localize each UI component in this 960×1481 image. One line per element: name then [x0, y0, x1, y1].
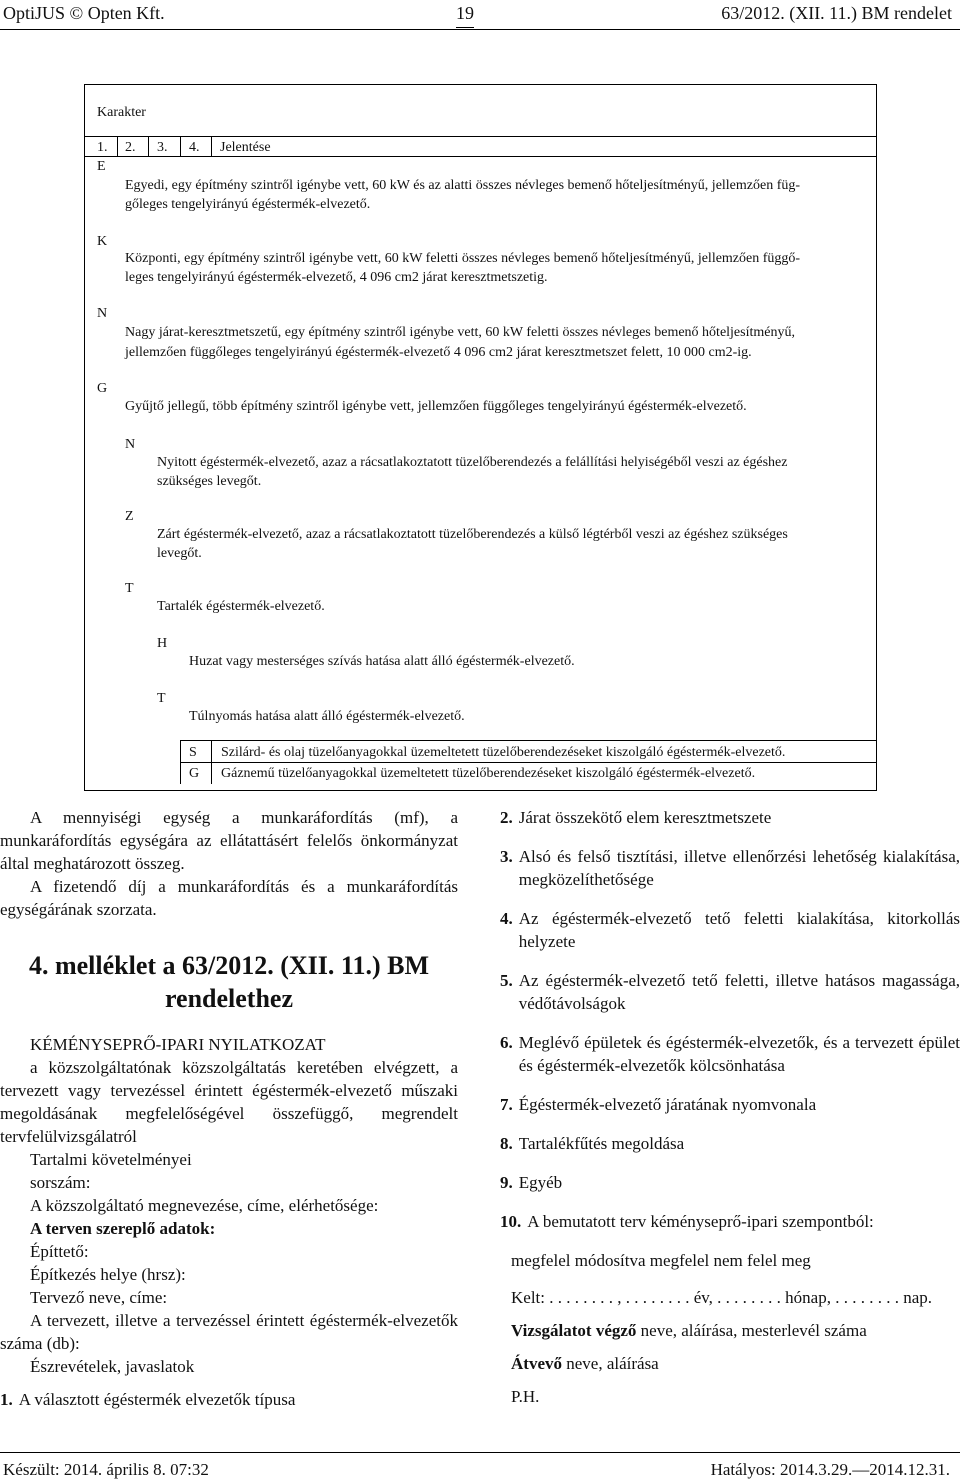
sub-divider — [180, 740, 876, 741]
site-field: Építkezés helye (hrsz): — [30, 1265, 186, 1284]
header-regulation: 63/2012. (XII. 11.) BM rendelet — [721, 3, 952, 23]
col-header-4: 4. — [189, 140, 200, 155]
row-code: N — [97, 306, 108, 321]
form-subtitle: a közszolgáltatónak közszolgáltatás keretében elvégzett, a tervezett vagy tervezéssel érintett égéstermék-elvezető műszaki megoldásának megfelelőségével összefüggő, megrendelt tervfelülvizsgálatról — [0, 1058, 458, 1146]
sub-divider — [180, 762, 876, 763]
page-number: 19 — [456, 3, 474, 23]
form-title: KÉMÉNYSEPRŐ-IPARI NYILATKOZAT — [30, 1035, 326, 1054]
row-text: Zárt égéstermék-elvezető, azaz a rácsatlakoztatott tüzelőberendezés a külső légtérből veszi az égéshez szükséges — [157, 527, 788, 542]
item-number: 6. — [500, 1033, 513, 1052]
row-code: G — [97, 381, 108, 396]
paragraph-fee: A fizetendő díj a munkaráfordítás és a munkaráfordítás egységárának szorzata. — [0, 877, 458, 919]
row-code: K — [97, 234, 108, 249]
page-header — [0, 0, 960, 30]
row-text: Központi, egy építmény szintről igénybe vett, 60 kW feletti összes névleges bemenő hőteljesítményű, jellemzően függő- — [125, 251, 801, 266]
list-item — [500, 1132, 960, 1155]
col-sep — [117, 137, 118, 156]
row-code: G — [189, 766, 200, 781]
item-text: Meglévő épületek és égéstermék-elvezetők, és a tervezett épület és égéstermék-elvezetők kölcsönhatása — [518, 1033, 960, 1075]
inspector-rest: neve, aláírása, mesterlevél száma — [636, 1321, 867, 1340]
table-header-rule — [85, 156, 876, 157]
receiver-line — [500, 1352, 960, 1375]
list-item — [500, 1093, 960, 1116]
item-text: Az égéstermék-elvezető tető feletti kialakítása, kitorkollás helyzete — [518, 909, 960, 951]
row-code: N — [125, 437, 136, 452]
list-item — [0, 1388, 458, 1411]
serial-field: sorszám: — [30, 1173, 91, 1192]
footer-rule — [0, 1452, 960, 1453]
row-text-cont: jellemzően függőleges tengelyirányú égéstermék-elvezető 4 096 cm2 járat keresztmetszet felett, 10 000 cm2-ig. — [125, 345, 752, 360]
header-rule — [0, 29, 960, 30]
item-text: Az égéstermék-elvezető tető feletti, illetve hatásos magassága, védőtávolságok — [518, 971, 960, 1013]
col-sep — [180, 137, 181, 156]
inspector-line — [500, 1319, 960, 1342]
item-text: Tartalékfűtés megoldása — [518, 1134, 685, 1153]
item-number: 2. — [500, 808, 513, 827]
row-text: Szilárd- és olaj tüzelőanyagokkal üzemeltetett tüzelőberendezéseket kiszolgáló égéstermék-elvezető. — [221, 745, 786, 760]
col-sep — [211, 740, 212, 784]
designer-field: Tervező neve, címe: — [30, 1288, 168, 1307]
receiver-label: Átvevő — [511, 1354, 562, 1373]
row-text-cont: szükséges levegőt. — [157, 474, 262, 489]
footer-created: Készült: 2014. április 8. 07:32 — [3, 1460, 209, 1479]
col-sep — [211, 137, 212, 156]
receiver-rest: neve, aláírása — [561, 1354, 659, 1373]
item-number: 10. — [500, 1212, 522, 1231]
item-text: A választott égéstermék elvezetők típusa — [18, 1390, 296, 1409]
col-header-2: 2. — [125, 140, 136, 155]
provider-field: A közszolgáltató megnevezése, címe, elérhetősége: — [30, 1196, 379, 1215]
item-number: 3. — [500, 847, 513, 866]
table-divider — [85, 136, 876, 137]
item-number: 5. — [500, 971, 513, 990]
row-text: Gáznemű tüzelőanyagokkal üzemeltetett tüzelőberendezéseket kiszolgáló égéstermék-elvezető. — [221, 766, 756, 781]
notes-field: Észrevételek, javaslatok — [30, 1357, 195, 1376]
row-text: Tartalék égéstermék-elvezető. — [157, 599, 325, 614]
row-text: Nyitott égéstermék-elvezető, azaz a rácsatlakoztatott tüzelőberendezés a felállítási helyiségéből veszi az égéshez — [157, 455, 788, 470]
row-code: T — [125, 581, 134, 596]
paragraph-unit: A mennyiségi egység a munkaráfordítás (mf), a munkaráfordítás egységára az ellátattásért felelős önkormányzat által meghatározott összeg. — [0, 808, 458, 873]
col-header-meaning: Jelentése — [220, 140, 271, 155]
list-item — [500, 907, 960, 953]
requirements-label: Tartalmi követelményei — [30, 1150, 192, 1169]
item-text: Égéstermék-elvezető járatának nyomvonala — [518, 1095, 817, 1114]
annex-heading: 4. melléklet a 63/2012. (XII. 11.) BM rendelethez — [28, 951, 430, 1013]
item-number: 8. — [500, 1134, 513, 1153]
date-line: Kelt: . . . . . . . . , . . . . . . . . év, . . . . . . . . hónap, . . . . . . . . nap. — [511, 1288, 933, 1307]
row-code: Z — [125, 509, 134, 524]
header-publisher: OptiJUS © Opten Kft. — [3, 3, 165, 23]
row-text: Huzat vagy mesterséges szívás hatása alatt álló égéstermék-elvezető. — [189, 654, 575, 669]
item-number: 1. — [0, 1390, 13, 1409]
col-header-3: 3. — [157, 140, 168, 155]
row-text: Egyedi, egy építmény szintről igénybe vett, 60 kW és az alatti összes névleges bemenő hőteljesítményű, jellemzően füg- — [125, 178, 801, 193]
plan-data-heading: A terven szereplő adatok: — [30, 1219, 216, 1238]
item-number: 9. — [500, 1173, 513, 1192]
list-item — [500, 845, 960, 891]
character-table — [84, 84, 877, 791]
left-column — [0, 806, 458, 1411]
stamp-placeholder: P.H. — [511, 1387, 540, 1406]
row-code: T — [157, 691, 166, 706]
col-header-1: 1. — [97, 140, 108, 155]
item-text: Járat összekötő elem keresztmetszete — [518, 808, 772, 827]
row-code: E — [97, 159, 106, 174]
right-column — [500, 806, 960, 1408]
builder-field: Építtető: — [30, 1242, 89, 1261]
list-item — [500, 1210, 960, 1233]
list-item — [500, 1031, 960, 1077]
row-text: Gyűjtő jellegű, több építmény szintről igénybe vett, jellemzően függőleges tengelyirányú égéstermék-elvezető. — [125, 399, 747, 414]
inspector-label: Vizsgálatot végző — [511, 1321, 637, 1340]
list-item — [500, 1171, 960, 1194]
row-code: H — [157, 636, 168, 651]
table-title: Karakter — [97, 105, 146, 120]
item-number: 7. — [500, 1095, 513, 1114]
item-text: Egyéb — [518, 1173, 563, 1192]
row-text-cont: gőleges tengelyirányú égéstermék-elvezető. — [125, 197, 371, 212]
item-text: Alsó és felső tisztítási, illetve ellenőrzési lehetőség kialakítása, megközelíthetősége — [518, 847, 960, 889]
col-sep — [180, 740, 181, 784]
row-text-cont: leges tengelyirányú égéstermék-elvezető, 4 096 cm2 járat keresztmetszetig. — [125, 270, 548, 285]
footer-effective: Hatályos: 2014.3.29.—2014.12.31. — [710, 1460, 950, 1479]
item-text: A bemutatott terv kéményseprő-ipari szempontból: — [527, 1212, 874, 1231]
count-field: A tervezett, illetve a tervezéssel érintett égéstermék-elvezetők száma (db): — [0, 1311, 458, 1353]
row-text: Túlnyomás hatása alatt álló égéstermék-elvezető. — [189, 709, 465, 724]
row-text: Nagy járat-keresztmetszetű, egy építmény szintről igénybe vett, 60 kW feletti összes névleges bemenő hőteljesítményű, — [125, 325, 795, 340]
list-item — [500, 806, 960, 829]
col-sep — [148, 137, 149, 156]
assessment-options: megfelel módosítva megfelel nem felel meg — [511, 1251, 811, 1270]
row-text-cont: levegőt. — [157, 546, 202, 561]
row-code: S — [189, 745, 197, 760]
list-item — [500, 969, 960, 1015]
item-number: 4. — [500, 909, 513, 928]
